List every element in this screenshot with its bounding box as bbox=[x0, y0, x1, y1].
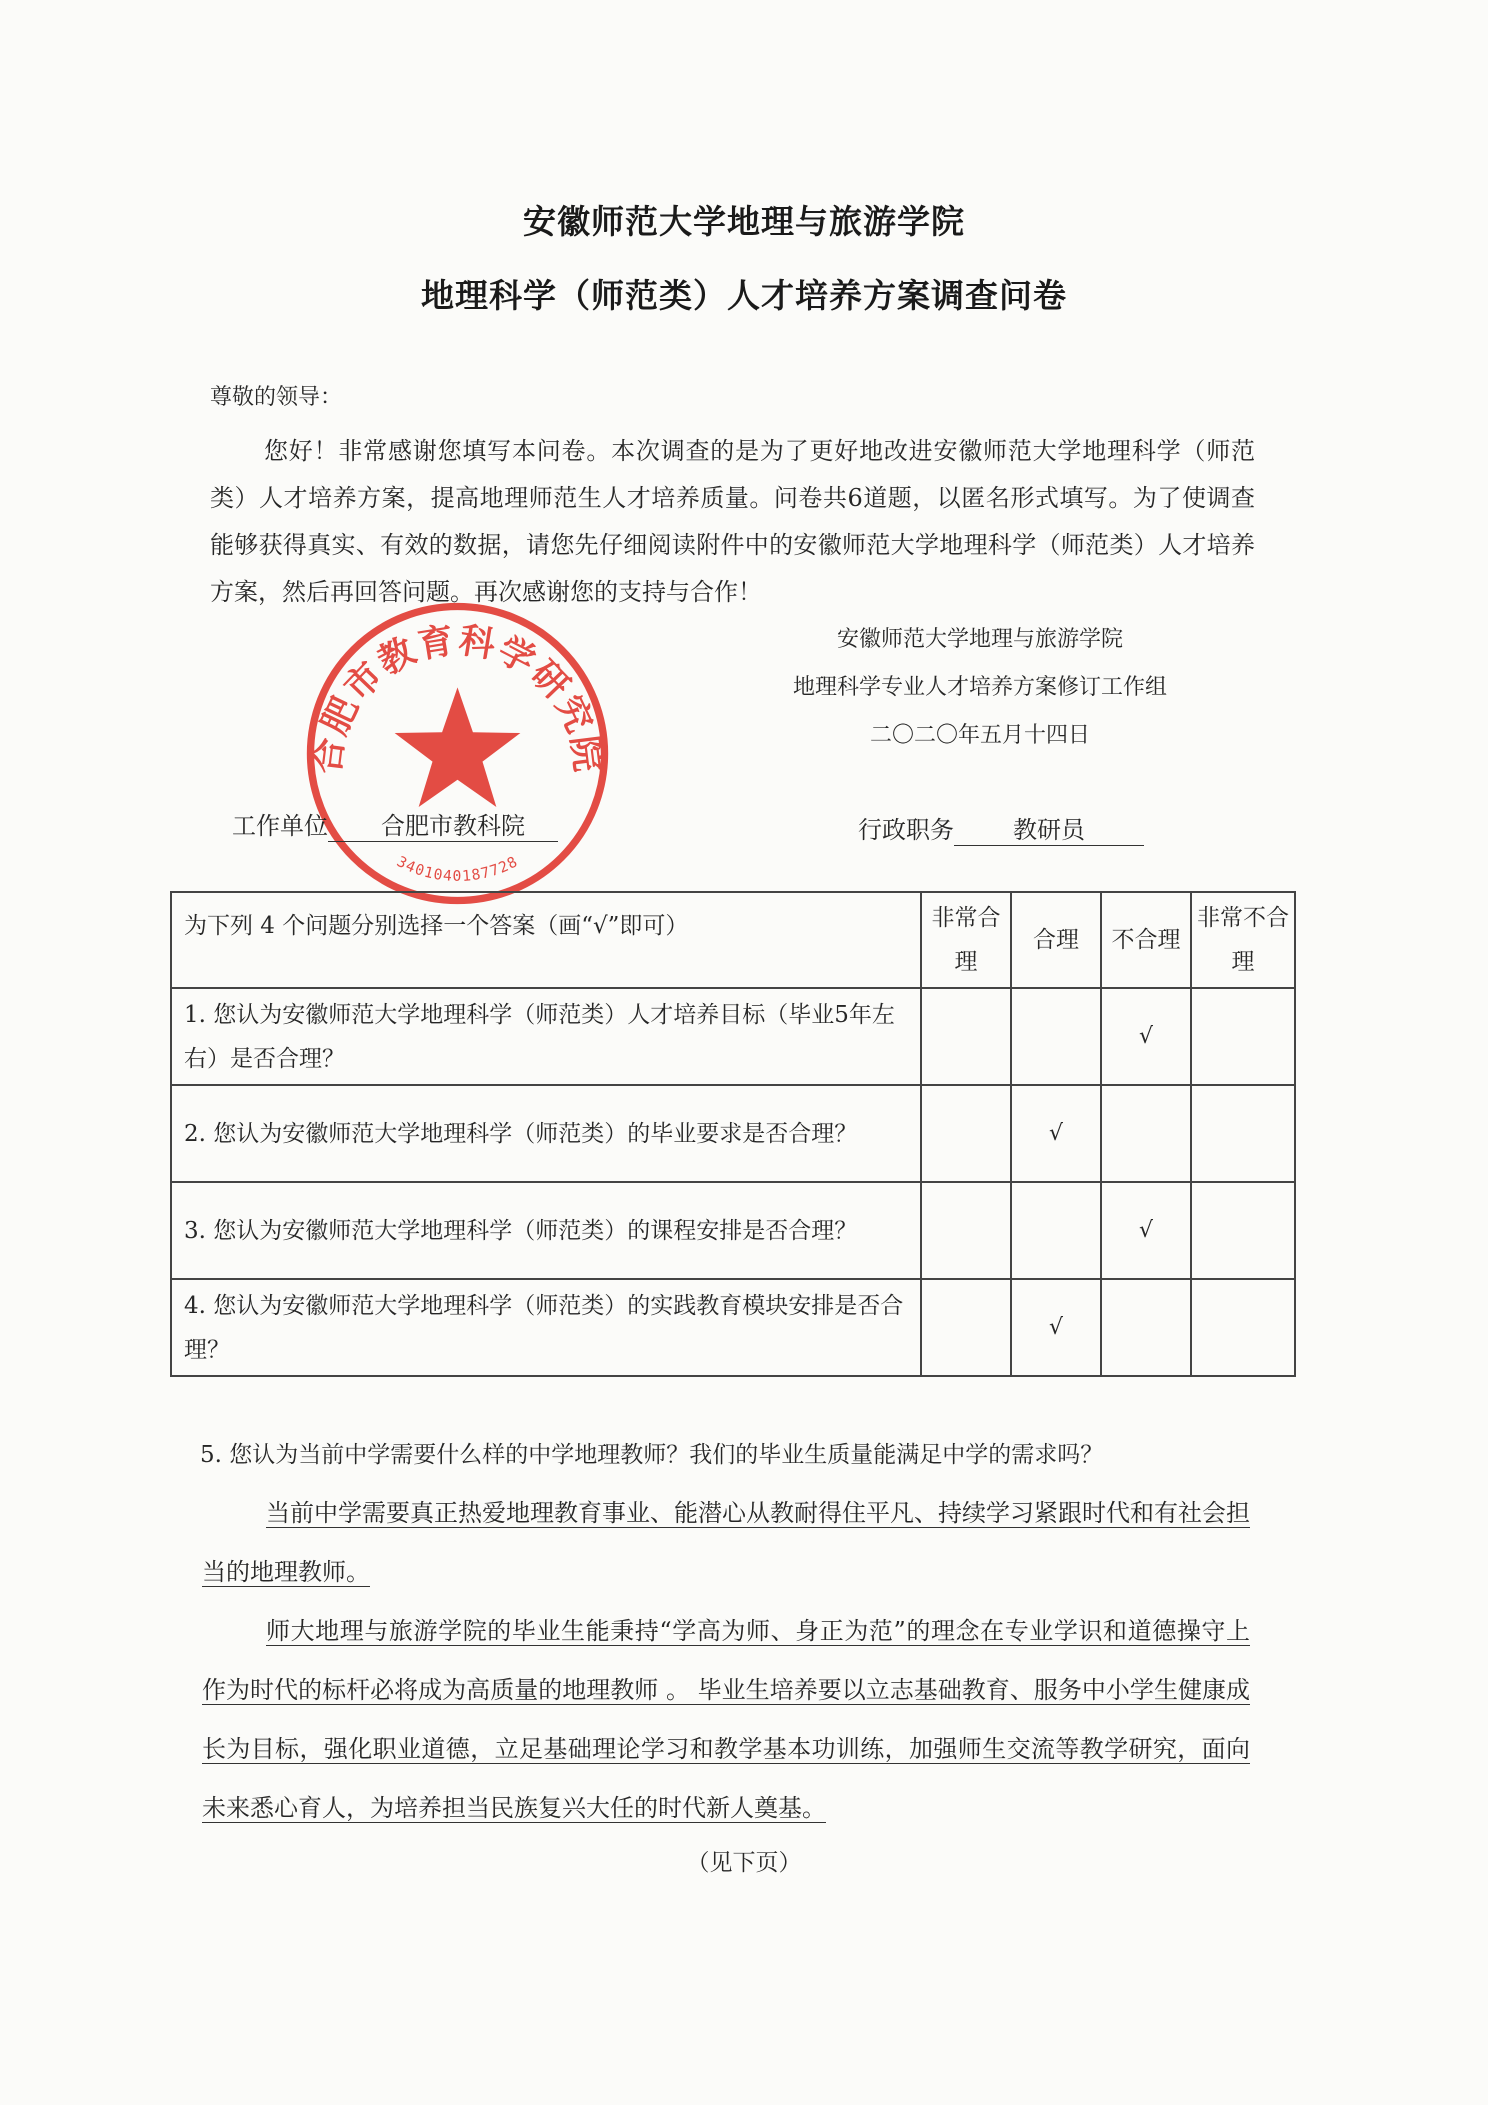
position-field bbox=[858, 810, 1144, 846]
work-unit-label: 工作单位 bbox=[232, 812, 328, 840]
answer-5-text-2: 师大地理与旅游学院的毕业生能秉持“学高为师、身正为范”的理念在专业学识和道德操守上作为时代的标杆必将成为高质量的地理教师 。 毕业生培养要以立志基础教育、服务中小学生健康成长为目标，强化职业道德，立足基础理论学习和教学基本功训练，加强师生交流等教学研究，面向未来悉心育人，为培养担当民族复兴大任的时代新人奠基。 bbox=[202, 1617, 1250, 1822]
answer-cell[interactable] bbox=[921, 1182, 1011, 1279]
answer-cell[interactable] bbox=[1011, 1085, 1101, 1182]
table-header-row bbox=[171, 892, 1295, 988]
question-text: 2. 您认为安徽师范大学地理科学（师范类）的毕业要求是否合理？ bbox=[171, 1085, 921, 1182]
check-mark: √ bbox=[1048, 1121, 1064, 1146]
answer-cell[interactable] bbox=[1101, 1085, 1191, 1182]
answer-5-paragraph-1 bbox=[202, 1484, 1250, 1602]
question-text: 3. 您认为安徽师范大学地理科学（师范类）的课程安排是否合理？ bbox=[171, 1182, 921, 1279]
official-seal-stamp bbox=[300, 596, 615, 911]
option-unreasonable: 不合理 bbox=[1101, 892, 1191, 988]
seal-number: 3401040187728 bbox=[393, 853, 522, 885]
work-unit-value: 合肥市教科院 bbox=[328, 806, 558, 842]
intro-paragraph: 您好！非常感谢您填写本问卷。本次调查的是为了更好地改进安徽师范大学地理科学（师范类）人才培养方案，提高地理师范生人才培养质量。问卷共6道题，以匿名形式填写。为了使调查能够获得真实、有效的数据，请您先仔细阅读附件中的安徽师范大学地理科学（师范类）人才培养方案，然后再回答问题。再次感谢您的支持与合作！ bbox=[210, 437, 1255, 606]
answer-5-text-1: 当前中学需要真正热爱地理教育事业、能潜心从教耐得住平凡、持续学习紧跟时代和有社会担当的地理教师。 bbox=[202, 1499, 1250, 1586]
seal-text: 合肥市教育科学研究院 bbox=[306, 619, 609, 777]
table-row bbox=[171, 1182, 1295, 1279]
page-footer: （见下页） bbox=[686, 1850, 802, 1876]
answer-cell[interactable] bbox=[1011, 1279, 1101, 1376]
answer-cell[interactable] bbox=[921, 988, 1011, 1085]
table-row bbox=[171, 1279, 1295, 1376]
answer-cell[interactable] bbox=[1101, 1182, 1191, 1279]
check-mark: √ bbox=[1138, 1218, 1154, 1243]
option-very-unreasonable: 非常不合理 bbox=[1191, 892, 1295, 988]
answer-cell[interactable] bbox=[1101, 1279, 1191, 1376]
salutation: 尊敬的领导： bbox=[210, 385, 343, 410]
answer-cell[interactable] bbox=[1191, 1182, 1295, 1279]
work-unit-field bbox=[232, 806, 558, 842]
table-row bbox=[171, 1085, 1295, 1182]
answer-cell[interactable] bbox=[1101, 988, 1191, 1085]
survey-table bbox=[170, 891, 1296, 1377]
page-subtitle: 地理科学（师范类）人才培养方案调查问卷 bbox=[421, 276, 1067, 315]
answer-cell[interactable] bbox=[1011, 988, 1101, 1085]
question-text: 1. 您认为安徽师范大学地理科学（师范类）人才培养目标（毕业5年左右）是否合理？ bbox=[171, 988, 921, 1085]
signature-date: 二〇二〇年五月十四日 bbox=[869, 723, 1090, 748]
answer-5-paragraph-2 bbox=[202, 1602, 1250, 1838]
table-row bbox=[171, 988, 1295, 1085]
signature-group: 地理科学专业人才培养方案修订工作组 bbox=[792, 675, 1167, 700]
svg-text:3401040187728 bbox=[394, 853, 521, 885]
answer-cell[interactable] bbox=[921, 1085, 1011, 1182]
answer-cell[interactable] bbox=[1191, 1279, 1295, 1376]
table-instruction: 为下列 4 个问题分别选择一个答案（画“√”即可） bbox=[171, 892, 921, 988]
page-title: 安徽师范大学地理与旅游学院 bbox=[523, 202, 965, 241]
position-label: 行政职务 bbox=[858, 816, 954, 844]
position-value: 教研员 bbox=[954, 810, 1144, 846]
check-mark: √ bbox=[1048, 1315, 1064, 1340]
option-reasonable: 合理 bbox=[1011, 892, 1101, 988]
signature-org: 安徽师范大学地理与旅游学院 bbox=[836, 627, 1123, 652]
check-mark: √ bbox=[1138, 1024, 1154, 1049]
answer-cell[interactable] bbox=[1191, 1085, 1295, 1182]
answer-cell[interactable] bbox=[1191, 988, 1295, 1085]
question-5: 5. 您认为当前中学需要什么样的中学地理教师？我们的毕业生质量能满足中学的需求吗？ bbox=[200, 1442, 1104, 1468]
answer-cell[interactable] bbox=[921, 1279, 1011, 1376]
option-very-reasonable: 非常合理 bbox=[921, 892, 1011, 988]
question-text: 4. 您认为安徽师范大学地理科学（师范类）的实践教育模块安排是否合理？ bbox=[171, 1279, 921, 1376]
answer-cell[interactable] bbox=[1011, 1182, 1101, 1279]
